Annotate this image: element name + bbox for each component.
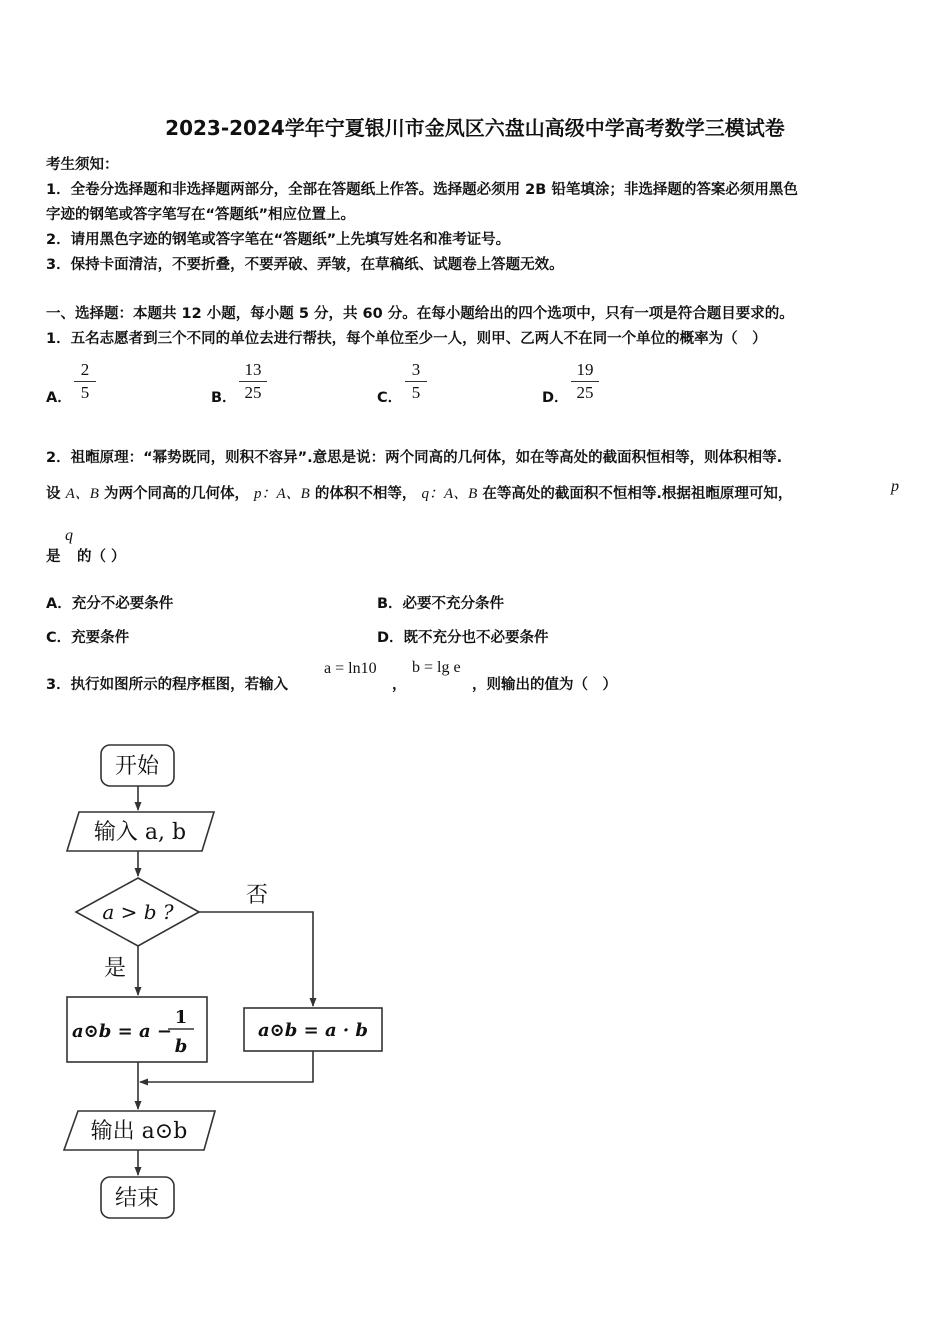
q1-c-den: 5 — [411, 383, 421, 402]
flow-yes-frac-den: b — [174, 1036, 188, 1057]
flow-arrow-no-merge — [140, 1051, 313, 1082]
q2-l2-a: 设 — [46, 486, 61, 502]
q2-l2-q: q：A、B — [421, 486, 478, 502]
q2-option-a: A．充分不必要条件 — [46, 596, 174, 612]
q2-line3-b: 的（ ） — [77, 549, 126, 565]
flow-no-label: 否 — [246, 883, 269, 908]
q1-c-num: 3 — [411, 360, 421, 379]
flow-no-box-text: a⊙b = a · b — [258, 1020, 368, 1041]
flow-decision-text: a > b ? — [102, 900, 174, 924]
notice-line2: 2．请用黑色字迹的钢笔或答字笔在“答题纸”上先填写姓名和准考证号。 — [46, 232, 511, 248]
q2-line3-q: q — [65, 527, 73, 544]
flow-end-text: 结束 — [114, 1186, 160, 1211]
q3-sep: ， — [392, 677, 407, 693]
notice-heading: 考生须知： — [46, 157, 119, 173]
q1-a-den: 5 — [80, 383, 90, 402]
q1-d-den: 25 — [576, 383, 594, 402]
q1-option-a-label: A． — [46, 390, 72, 406]
notice-line1b: 字迹的钢笔或答字笔写在“答题纸”相应位置上。 — [46, 207, 356, 223]
flow-start-text: 开始 — [114, 754, 160, 779]
notice-line1a: 1．全卷分选择题和非选择题两部分，全部在答题纸上作答。选择题必须用 2B 铅笔填涂；非选择题的答案必须用黑色 — [46, 182, 798, 198]
q1-b-den: 25 — [244, 383, 262, 402]
flow-yes-frac-num: 1 — [174, 1007, 188, 1028]
page-title: 2023-2024学年宁夏银川市金凤区六盘山高级中学高考数学三模试卷 — [165, 116, 785, 140]
q2-option-b: B．必要不充分条件 — [377, 596, 505, 612]
q2-l2-p: p：A、B — [254, 486, 310, 502]
q1-a-num: 2 — [80, 360, 90, 379]
q2-l2-b: 为两个同高的几何体， — [103, 486, 249, 502]
q3-expr-a: a = ln10 — [324, 660, 377, 677]
q3-stem-a: 3．执行如图所示的程序框图，若输入 — [46, 677, 289, 693]
q2-l2-d: 在等高处的截面积不恒相等.根据祖暅原理可知， — [482, 486, 793, 502]
q1-d-num: 19 — [576, 360, 594, 379]
flow-input-text: 输入 a, b — [93, 820, 187, 845]
q3-stem-b: ，则输出的值为（ ） — [472, 677, 617, 693]
section-heading: 一、选择题：本题共 12 小题，每小题 5 分，共 60 分。在每小题给出的四个选项中，只有一项是符合题目要求的。 — [46, 306, 794, 322]
q2-option-d: D．既不充分也不必要条件 — [377, 630, 549, 646]
flow-arrow-decision-no — [199, 912, 313, 1006]
q2-option-c: C．充要条件 — [46, 630, 130, 646]
q3-expr-b: b = lg e — [412, 659, 461, 676]
q1-stem: 1．五名志愿者到三个不同的单位去进行帮扶，每个单位至少一人，则甲、乙两人不在同一个单位的概率为（ ） — [46, 331, 767, 347]
q1-option-c-label: C． — [377, 390, 403, 406]
q2-l2-pend: p — [891, 478, 899, 495]
q1-option-b-label: B． — [211, 390, 237, 406]
q2-l2-c: 的体积不相等， — [314, 486, 417, 502]
q1-b-num: 13 — [244, 360, 262, 379]
flow-output-text: 输出 a⊙b — [90, 1119, 188, 1144]
q2-l2-ab: A、B — [65, 486, 99, 502]
q1-option-d-label: D． — [542, 390, 569, 406]
flow-yes-label: 是 — [104, 956, 127, 981]
flow-yes-box-text: a⊙b = a − — [72, 1021, 172, 1042]
q2-line3-a: 是 — [46, 549, 61, 565]
notice-line3: 3．保持卡面清洁，不要折叠，不要弄破、弄皱，在草稿纸、试题卷上答题无效。 — [46, 257, 564, 273]
q2-line1: 2．祖暅原理：“幂势既同，则积不容异”.意思是说：两个同高的几何体，如在等高处的截面积恒相等，则体积相等. — [46, 450, 783, 466]
